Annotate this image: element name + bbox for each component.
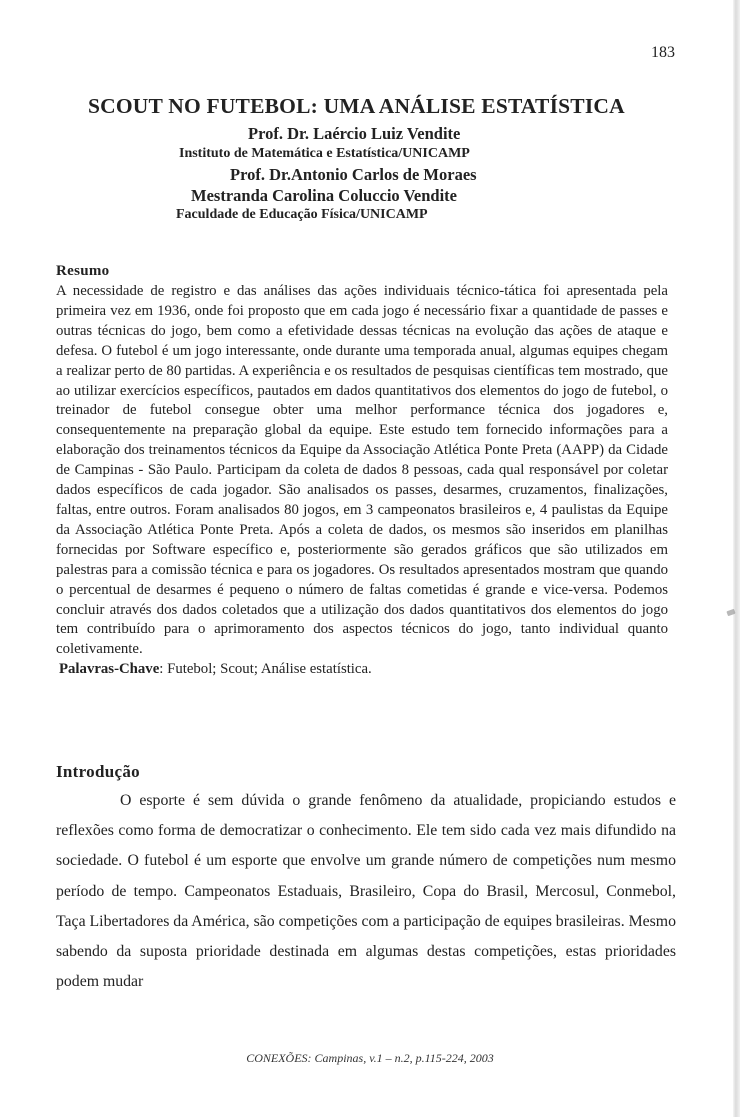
author-affiliation: Instituto de Matemática e Estatística/UNICAMP: [179, 146, 470, 161]
introduction-body: [56, 786, 676, 997]
paper-title: SCOUT NO FUTEBOL: UMA ANÁLISE ESTATÍSTICA: [88, 94, 625, 118]
journal-citation-footer: [0, 1051, 740, 1066]
page-number: 183: [651, 44, 675, 61]
scan-edge-strip: [733, 0, 740, 1117]
keywords-label: Palavras-Chave: [59, 661, 160, 678]
author-name: Prof. Dr. Laércio Luiz Vendite: [248, 124, 461, 143]
keywords-list: : Futebol; Scout; Análise estatística.: [159, 661, 372, 678]
author-name: Mestranda Carolina Coluccio Vendite: [191, 186, 457, 205]
introduction-heading: Introdução: [56, 762, 140, 781]
journal-citation: CONEXÕES: Campinas, v.1 – n.2, p.115-224, 2003: [246, 1051, 494, 1065]
abstract-text: A necessidade de registro e das análises das ações individuais técnico-tática foi apresentada pela primeira vez em 1936, onde foi proposto que em cada jogo é necessário fixar a quantidade de passes e outras técnicas do jogo, bem como a efetividade dessas técnicas na evolução das ações de ataque e defesa. O futebol é um jogo interessante, onde durante uma temporada anual, algumas equipes chegam a realizar perto de 80 partidas. A experiência e os resultados de pesquisas científicas tem mostrado, que ao utilizar exercícios específicos, pautados em dados quantitativos dos elementos do jogo de futebol, o treinador de futebol consegue obter uma melhor performance técnica dos jogadores e, consequentemente na preparação global da equipe. Este estudo tem fornecido informações para a elaboração dos treinamentos técnicos da Equipe da Associação Atlética Ponte Preta (AAPP) da Cidade de Campinas - São Paulo. Participam da coleta de dados 8 pessoas, cada qual responsável por coletar dados específicos de cada jogador. São analisados os passes, desarmes, cruzamentos, finalizações, faltas, entre outros. Foram analisados 80 jogos, em 3 campeonatos brasileiros e, 4 paulistas da Equipe da Associação Atlética Ponte Preta. Após a coleta de dados, os mesmos são inseridos em planilhas fornecidas por Software específico e, posteriormente são gerados gráficos que são utilizados em palestras para a comissão técnica e para os jogadores. Os resultados apresentados mostram que quando o percentual de desarmes é pequeno o número de faltas cometidas é grande e vice-versa. Podemos concluir através dos dados coletados que a utilização dos dados quantitativos dos elementos do jogo tem contribuído para o aprimoramento dos aspectos técnicos do jogo, tanto individual quanto coletivamente.: [56, 283, 668, 658]
keywords-line: [56, 660, 668, 680]
abstract-heading: Resumo: [56, 263, 110, 279]
author-name: Prof. Dr.Antonio Carlos de Moraes: [230, 165, 477, 184]
author-affiliation: Faculdade de Educação Física/UNICAMP: [176, 207, 428, 222]
abstract-body: [56, 282, 668, 680]
introduction-text: O esporte é sem dúvida o grande fenômeno da atualidade, propiciando estudos e reflexões como forma de democratizar o conhecimento. Ele tem sido cada vez mais difundido na sociedade. O futebol é um esporte que envolve um grande número de competições num mesmo período de tempo. Campeonatos Estaduais, Brasileiro, Copa do Brasil, Mercosul, Conmebol, Taça Libertadores da América, são competições com a participação de equipes brasileiras. Mesmo sabendo da suposta prioridade destinada em algumas destas competições, estas prioridades podem mudar: [56, 792, 676, 991]
